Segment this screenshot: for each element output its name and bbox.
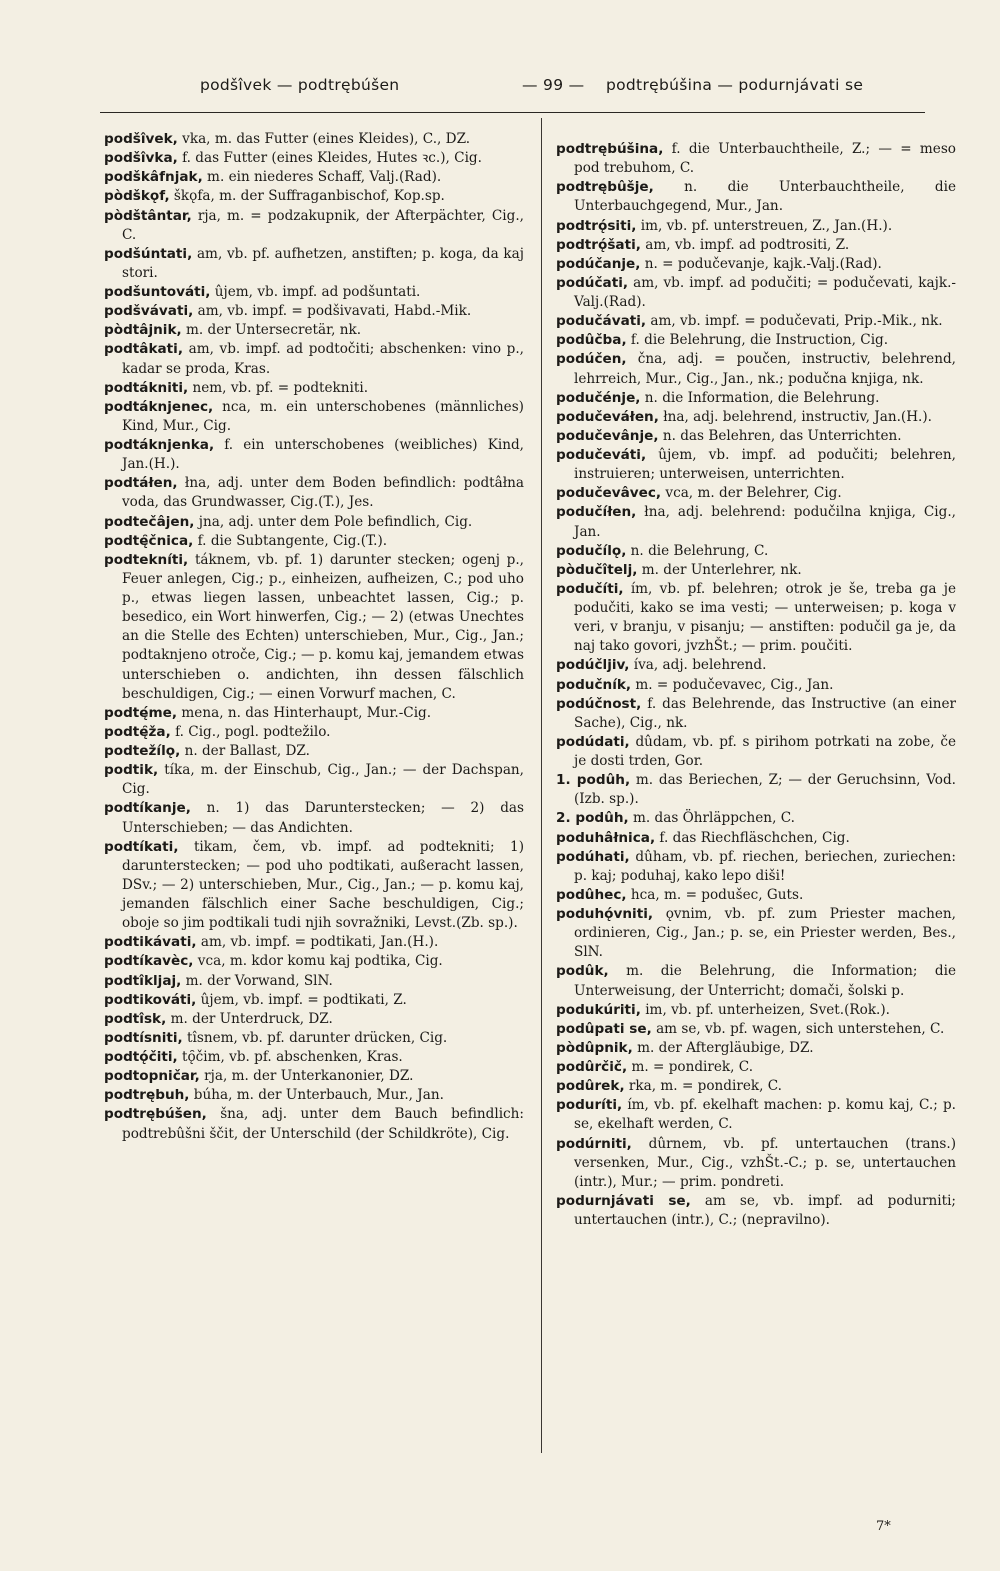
entry-headword: podtežílǫ, (104, 743, 181, 759)
entry-definition: n. die Information, die Belehrung. (640, 389, 880, 406)
entry-definition: dûrnem, vb. pf. untertauchen (trans.) versenken, Mur., Cig., vzhŠt.-C.; p. se, untertauchen (intr.), Mur.; — prim. pondreti. (574, 1135, 956, 1190)
entry-definition: ûjem, vb. impf. ad podučiti; belehren, instruieren; unterweisen, unterrichten. (574, 447, 956, 483)
entry-headword: pòdučîtelj, (556, 561, 638, 578)
dictionary-entry (556, 1058, 956, 1077)
entry-definition: am, vb. impf. ad podtočiti; abschenken: vino p., kadar se proda, Kras. (122, 341, 524, 377)
dictionary-entry (104, 168, 524, 187)
entry-definition: am, vb. impf. = podšivavati, Habd.-Mik. (193, 303, 472, 320)
dictionary-entry (104, 1086, 524, 1105)
dictionary-entry (556, 542, 956, 561)
dictionary-entry (104, 283, 524, 302)
entry-headword: podûčba, (556, 332, 627, 349)
entry-definition: am, vb. impf. = podučevati, Prip.-Mik., nk. (646, 313, 943, 330)
entry-headword: poduhǫ́vniti, (556, 906, 654, 922)
entry-definition: ím, vb. pf. ekelhaft machen: p. komu kaj, C.; p. se, ekelhaft werden, C. (574, 1097, 956, 1133)
entry-definition: f. das Futter (eines Kleides, Hutes ꝛc.), Cig. (177, 150, 482, 167)
dictionary-entry (104, 1067, 524, 1086)
dictionary-entry (556, 427, 956, 446)
entry-headword: podtrǫ́šati, (556, 236, 641, 253)
entry-definition: m. der Vorwand, SlN. (181, 972, 333, 989)
entry-definition: nem, vb. pf. = podtekniti. (188, 379, 369, 396)
entry-definition: am, vb. impf. ad podučiti; = podučevati, kajk.-Valj.(Rad). (574, 274, 956, 310)
entry-definition: am, vb. pf. aufhetzen, anstiften; p. koga, da kaj stori. (122, 245, 524, 281)
entry-definition: dûdam, vb. pf. s pirihom potrkati na zobe, če je dosti trden, Gor. (574, 733, 956, 769)
entry-headword: podtîsk, (104, 1010, 167, 1027)
entry-headword: podúrniti, (556, 1135, 632, 1152)
entry-definition: m. das Öhrläppchen, C. (628, 810, 795, 827)
dictionary-entry (104, 130, 524, 149)
entry-definition: f. die Subtangente, Cig.(T.). (193, 532, 388, 549)
entry-definition: vka, m. das Futter (eines Kleides), C., DZ. (177, 131, 471, 147)
entry-definition: m. der Untersecretär, nk. (181, 322, 362, 339)
entry-definition: m. der Aftergläubige, DZ. (632, 1039, 814, 1056)
dictionary-entry (104, 187, 524, 206)
entry-definition: n. die Belehrung, C. (626, 542, 769, 559)
entry-definition: ûjem, vb. impf. ad podšuntati. (210, 284, 421, 300)
entry-headword: pòdûpnik, (556, 1039, 633, 1056)
dictionary-entry (556, 408, 956, 427)
dictionary-entry (556, 1096, 956, 1134)
entry-headword: poduhâłnica, (556, 829, 656, 846)
entry-headword: podtrębûšje, (556, 179, 654, 196)
dictionary-entry (104, 245, 524, 283)
running-head-left: podšîvek — podtrębúšen (200, 76, 400, 94)
entry-headword: podúhati, (556, 848, 630, 865)
dictionary-entry (556, 1001, 956, 1020)
dictionary-entry (556, 1039, 956, 1058)
entry-definition: tǫ̑čim, vb. pf. abschenken, Kras. (177, 1049, 403, 1065)
entry-headword: podtrębúšen, (104, 1106, 207, 1123)
column-divider (541, 118, 542, 1453)
entry-definition: íva, adj. belehrend. (629, 657, 767, 674)
dictionary-entry (556, 733, 956, 771)
entry-headword: podúčljiv, (556, 657, 630, 674)
dictionary-entry (556, 236, 956, 255)
entry-headword: podtę̑čnica, (104, 532, 194, 549)
dictionary-entry (556, 962, 956, 1000)
dictionary-entry (104, 1105, 524, 1143)
dictionary-entry (556, 656, 956, 675)
dictionary-entry (556, 695, 956, 733)
entry-headword: podtǫ́čiti, (104, 1049, 178, 1065)
dictionary-entry (104, 799, 524, 837)
entry-headword: podúčen, (556, 351, 627, 368)
entry-definition: f. die Unterbauchtheile, Z.; — = meso pod trebuhom, C. (574, 141, 956, 177)
entry-definition: f. die Belehrung, die Instruction, Cig. (626, 332, 889, 349)
dictionary-entry (556, 848, 956, 886)
entry-definition: am se, vb. pf. wagen, sich unterstehen, C. (651, 1020, 945, 1037)
entry-definition: am se, vb. impf. ad podurniti; untertauchen (intr.), C.; (nepravilno). (574, 1192, 956, 1228)
entry-headword: poduríti, (556, 1097, 623, 1114)
entry-headword: podučénje, (556, 389, 641, 406)
dictionary-entry (104, 1048, 524, 1067)
entry-definition: ǫvnim, vb. pf. zum Priester machen, ordinieren, Cig., Jan.; p. se, ein Priester werden, Bes., SlN. (574, 906, 956, 961)
dictionary-entry (556, 561, 956, 580)
dictionary-entry (104, 933, 524, 952)
dictionary-entry (556, 331, 956, 350)
dictionary-entry (104, 474, 524, 512)
entry-headword: podtîkljaj, (104, 972, 182, 989)
dictionary-entry (104, 838, 524, 934)
entry-headword: podtę́me, (104, 704, 178, 721)
dictionary-entry (556, 1192, 956, 1230)
dictionary-entry (104, 398, 524, 436)
dictionary-entry (104, 321, 524, 340)
entry-headword: podtíkanje, (104, 800, 191, 817)
entry-definition: nca, m. ein unterschobenes (männliches) Kind, Mur., Cig. (122, 398, 524, 434)
entry-headword: podtáłen, (104, 475, 178, 492)
page-number: — 99 — (522, 76, 585, 94)
dictionary-entry (104, 532, 524, 551)
entry-headword: 1. podûh, (556, 772, 631, 789)
dictionary-entry (556, 389, 956, 408)
dictionary-entry (556, 503, 956, 541)
entry-definition: búha, m. der Unterbauch, Mur., Jan. (189, 1087, 444, 1104)
dictionary-entry (556, 580, 956, 657)
entry-headword: podučeváłen, (556, 408, 659, 425)
entry-definition: m. = podučevavec, Cig., Jan. (631, 676, 834, 693)
entry-definition: m. = pondirek, C. (627, 1059, 754, 1075)
entry-definition: ûjem, vb. impf. = podtikati, Z. (196, 991, 407, 1008)
entry-headword: podtikováti, (104, 991, 197, 1008)
dictionary-entry (556, 312, 956, 331)
entry-definition: n. = podučevanje, kajk.-Valj.(Rad). (640, 255, 882, 272)
entry-definition: n. der Ballast, DZ. (180, 743, 310, 759)
entry-headword: podšîvka, (104, 150, 178, 167)
entry-headword: podûhec, (556, 886, 627, 903)
dictionary-entry (104, 436, 524, 474)
entry-definition: tíka, m. der Einschub, Cig., Jan.; — der Dachspan, Cig. (122, 762, 524, 798)
entry-definition: tikam, čem, vb. impf. ad podtekniti; 1) darunterstecken; — pod uho podtikati, außeracht lassen, DSv.; — 2) unterschieben, Mur., Cig., Jan.; — p. komu kaj, jemanden fälschlich einer Sache beschuldigen, Cig.; oboje so jim podtikali tudi njih sovražniki, Levst.(Zb. sp.). (122, 838, 524, 932)
entry-headword: podučeváti, (556, 447, 647, 463)
entry-definition: m. die Belehrung, die Information; die Unterweisung, der Unterricht; domači, šolski p. (574, 963, 956, 999)
entry-headword: podtáknjenka, (104, 437, 215, 453)
entry-definition: škǫfa, m. der Suffraganbischof, Kop.sp. (169, 188, 445, 205)
entry-headword: pòdtâjnik, (104, 322, 182, 339)
dictionary-entry (104, 952, 524, 971)
dictionary-entry (104, 302, 524, 321)
entry-headword: podtrębuh, (104, 1087, 190, 1104)
dictionary-entry (556, 446, 956, 484)
dictionary-entry (104, 551, 524, 704)
dictionary-entry (556, 140, 956, 178)
entry-definition: f. ein unterschobenes (weibliches) Kind, Jan.(H.). (122, 437, 524, 473)
entry-headword: podtrǫ́siti, (556, 217, 637, 234)
entry-definition: hca, m. = podušec, Guts. (626, 886, 804, 903)
entry-definition: am, vb. impf. = podtikati, Jan.(H.). (196, 934, 439, 951)
dictionary-entry (104, 742, 524, 761)
running-head-right: podtrębúšina — podurnjávati se (606, 76, 864, 94)
entry-headword: podtopničar, (104, 1068, 200, 1085)
dictionary-entry (104, 340, 524, 378)
entry-headword: podtâkati, (104, 341, 184, 358)
entry-headword: 2. podûh, (556, 810, 629, 827)
dictionary-entry (556, 350, 956, 388)
entry-definition: m. der Unterlehrer, nk. (637, 561, 802, 578)
dictionary-entry (556, 771, 956, 809)
dictionary-entry (104, 991, 524, 1010)
entry-headword: podúčanje, (556, 255, 641, 272)
dictionary-entry (104, 704, 524, 723)
entry-headword: podtikávati, (104, 934, 197, 951)
entry-headword: podtísniti, (104, 1029, 183, 1046)
dictionary-entry (104, 513, 524, 532)
entry-definition: ím, vb. pf. belehren; otrok je še, treba ga je podučiti, kako se ima vesti; — unterweisen; p. koga v veri, v branju, v pisanju; — anstiften: podučil ga je, da naj tako govori, jvzhŠt.; — prim. poučiti. (574, 580, 956, 655)
entry-headword: podšúntati, (104, 245, 193, 262)
entry-definition: tîsnem, vb. pf. darunter drücken, Cig. (182, 1029, 448, 1046)
entry-definition: f. das Belehrende, das Instructive (an einer Sache), Cig., nk. (574, 695, 956, 731)
entry-headword: podtę̑ža, (104, 723, 171, 740)
entry-headword: podtákniti, (104, 379, 189, 396)
entry-definition: n. die Unterbauchtheile, die Unterbauchgegend, Mur., Jan. (574, 179, 956, 215)
dictionary-entry (104, 761, 524, 799)
entry-headword: podûrčič, (556, 1059, 628, 1075)
dictionary-entry (104, 379, 524, 398)
entry-headword: podšvávati, (104, 303, 194, 320)
entry-headword: podučník, (556, 676, 632, 693)
entry-headword: podúdati, (556, 733, 630, 750)
dictionary-entry (104, 149, 524, 168)
entry-definition: n. das Belehren, das Unterrichten. (658, 427, 902, 444)
entry-definition: jna, adj. unter dem Pole befindlich, Cig. (194, 513, 473, 530)
entry-headword: podškâfnjak, (104, 169, 203, 186)
entry-headword: podukúriti, (556, 1001, 641, 1018)
entry-headword: podtíkavèc, (104, 953, 194, 970)
dictionary-entry (556, 905, 956, 962)
entry-definition: rja, m. der Unterkanonier, DZ. (199, 1068, 414, 1085)
entry-definition: łna, adj. unter dem Boden befindlich: podtâłna voda, das Grundwasser, Cig.(T.), Jes. (122, 475, 524, 511)
header-rule (100, 112, 925, 113)
entry-definition: dûham, vb. pf. riechen, beriechen, zuriechen: p. kaj; poduhaj, kako lepo diši! (574, 848, 956, 884)
entry-headword: podučávati, (556, 313, 647, 330)
dictionary-entry (104, 723, 524, 742)
entry-headword: podučíti, (556, 580, 624, 597)
entry-headword: podtáknjenec, (104, 398, 214, 415)
entry-definition: f. das Riechfläschchen, Cig. (655, 829, 850, 846)
dictionary-entry (104, 972, 524, 991)
dictionary-entry (556, 484, 956, 503)
entry-definition: vca, m. kdor komu kaj podtika, Cig. (193, 953, 443, 970)
entry-headword: podtrębúšina, (556, 141, 664, 157)
entry-definition: mena, n. das Hinterhaupt, Mur.-Cig. (177, 704, 432, 721)
dictionary-entry (556, 255, 956, 274)
entry-definition: rja, m. = podzakupnik, der Afterpächter, Cig., C. (122, 207, 524, 243)
dictionary-entry (556, 178, 956, 216)
entry-headword: podučíłen, (556, 504, 637, 521)
entry-headword: pòdštântar, (104, 207, 192, 224)
entry-headword: podûk, (556, 963, 609, 980)
dictionary-entry (104, 1029, 524, 1048)
entry-headword: pòdškǫf, (104, 188, 170, 205)
entry-definition: vca, m. der Belehrer, Cig. (661, 485, 842, 502)
entry-definition: rka, m. = pondirek, C. (624, 1078, 783, 1095)
entry-headword: podurnjávati se, (556, 1192, 691, 1209)
dictionary-entry (556, 217, 956, 236)
dictionary-entry (556, 886, 956, 905)
dictionary-entry (556, 676, 956, 695)
entry-definition: táknem, vb. pf. 1) darunter stecken; ogenj p., Feuer anlegen, Cig.; p., einheizen, aufheizen, C.; pod uho p., etwas liegen lassen, unbeachtet lassen, Cig.; p. besedico, ein Wort hinwerfen, Cig.; — 2) (etwas Unechtes an die Stelle des Echten) unterschieben, Mur., Cig., Jan.; podtaknjeno otroče, Cig.; — p. komu kaj, jemandem etwas unterschieben o. andichten, ihn dessen fälschlich beschuldigen, Cig.; — einen Vorwurf machen, C. (122, 551, 524, 702)
entry-headword: podšîvek, (104, 131, 178, 147)
entry-definition: łna, adj. belehrend, instructiv, Jan.(H.). (658, 408, 932, 425)
entry-definition: m. ein niederes Schaff, Valj.(Rad). (202, 169, 442, 186)
entry-headword: podtíkati, (104, 838, 179, 855)
dictionary-entry (556, 829, 956, 848)
entry-headword: podučevâvec, (556, 485, 662, 502)
entry-headword: podučílǫ, (556, 542, 627, 559)
dictionary-entry (556, 809, 956, 828)
entry-headword: podúčati, (556, 274, 629, 291)
dictionary-entry (104, 207, 524, 245)
dictionary-entry (556, 1077, 956, 1096)
entry-headword: podûpati se, (556, 1020, 652, 1037)
entry-headword: podtik, (104, 762, 159, 779)
entry-headword: podučevânje, (556, 427, 659, 444)
entry-headword: podûrek, (556, 1078, 625, 1095)
dictionary-entry (556, 1020, 956, 1039)
right-column (556, 140, 956, 1460)
entry-definition: f. Cig., pogl. podtežilo. (170, 723, 331, 740)
dictionary-entry (104, 1010, 524, 1029)
entry-definition: łna, adj. belehrend: podučilna knjiga, Cig., Jan. (574, 504, 956, 540)
running-head (0, 76, 1000, 106)
entry-definition: im, vb. pf. unterstreuen, Z., Jan.(H.). (636, 217, 893, 234)
dictionary-entry (556, 1135, 956, 1192)
entry-definition: m. der Unterdruck, DZ. (166, 1010, 333, 1027)
entry-headword: podtekníti, (104, 551, 189, 568)
entry-definition: m. das Beriechen, Z; — der Geruchsinn, Vod.(Izb. sp.). (574, 772, 956, 808)
entry-definition: n. 1) das Darunterstecken; — 2) das Unterschieben; — das Andichten. (122, 800, 524, 836)
entry-definition: čna, adj. = poučen, instructiv, belehrend, lehrreich, Mur., Cig., Jan., nk.; podučna knjiga, nk. (574, 351, 956, 387)
entry-definition: am, vb. impf. ad podtrositi, Z. (640, 236, 850, 253)
entry-definition: im, vb. pf. unterheizen, Svet.(Rok.). (640, 1001, 890, 1018)
entry-headword: podtečâjen, (104, 513, 195, 530)
dictionary-entry (556, 274, 956, 312)
entry-headword: podúčnost, (556, 695, 642, 712)
left-column (104, 130, 524, 1460)
entry-headword: podšuntováti, (104, 284, 211, 300)
entry-definition: šna, adj. unter dem Bauch befindlich: podtrebûšni ščit, der Unterschild (der Schildkröte), Cig. (122, 1106, 524, 1142)
signature-mark: 7* (876, 1519, 891, 1534)
